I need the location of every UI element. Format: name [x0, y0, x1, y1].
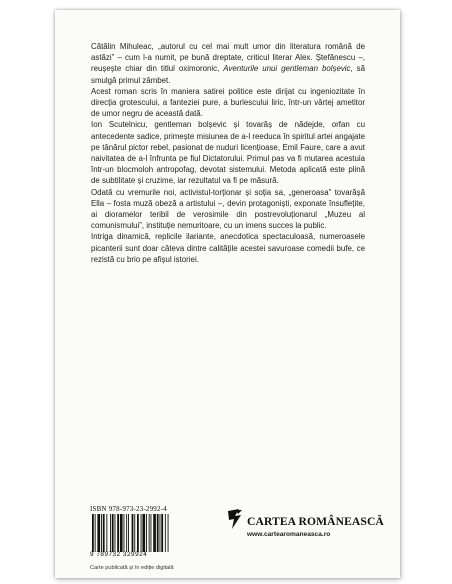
book-back-cover — [55, 10, 400, 578]
publisher-name: CARTEA ROMÂNEASCĂ — [247, 515, 384, 528]
blurb-paragraph-1 — [91, 41, 365, 86]
barcode-digits: 9 789732 329924 — [90, 551, 148, 558]
digital-edition-note: Carte publicată și în ediție digitală — [90, 565, 174, 571]
blurb-paragraph-4: Odată cu vremurile noi, activistul-torționar și soția sa, „generoasa” tovarășă Ella – fosta muză obeză a artistului –, devin protagoniști, exponate însuflețite, ai dioramelor teribil de verosimile din postrevoluționarul „Muzeu al comunismului”, instituție nemuritoare, cu un imens succes la public. — [91, 187, 365, 231]
barcode-icon — [90, 514, 194, 552]
blurb-paragraph-2: Acest roman scris în maniera satirei politice este dirijat cu ingeniozitate în direcția grotescului, a fanteziei pure, a burlescului liric, într-un vârtej ametitor de umor negru de această dată. — [91, 86, 365, 119]
publisher-logo-icon — [226, 508, 244, 530]
blurb-text — [91, 41, 365, 265]
blurb-paragraph-5: Intriga dinamică, replicile ilariante, anecdotica spectaculoasă, numeroasele picanterii sunt doar câteva dintre calitățile acestei savuroase comedii bufe, ce rezistă cu brio pe afișul istoriei. — [91, 232, 365, 264]
publisher-block — [226, 508, 386, 542]
blurb-p1-end: , să smulgă primul zâmbet. — [91, 64, 366, 85]
isbn-block — [90, 505, 194, 558]
publisher-url[interactable]: www.cartearomaneasca.ro — [247, 531, 331, 538]
isbn-label: ISBN 978-973-23-2992-4 — [90, 505, 167, 513]
blurb-paragraph-3: Ion Scutelnicu, gentleman bolșevic și tovarăș de nădejde, orfan cu antecedente sadice, primește misiunea de a-l reeduca în spiritul artei angajate pe tânărul pictor rebel, pasionat de nuduri licențioase, Emil Faure, care a avut naivitatea de a-l înfrunta pe fiul Dictatorului. Primul pas va fi mutarea acestuia într-un blocmoloh antropofag, devotat sistemului. Metoda aplicată este plină de subtilitate și cruzime, iar rezultatul va fi pe măsură. — [91, 120, 365, 186]
blurb-p1-start: Cătălin Mihuleac, „autorul cu cel mai mult umor din literatura română de astăzi” – cum l-a numit, pe bună dreptate, criticul literar Alex. Ștefănescu –, reușește chiar din titlul oximoronic, — [91, 42, 365, 74]
book-title-italic: Aventurile unui gentleman bolșevic — [223, 64, 351, 74]
